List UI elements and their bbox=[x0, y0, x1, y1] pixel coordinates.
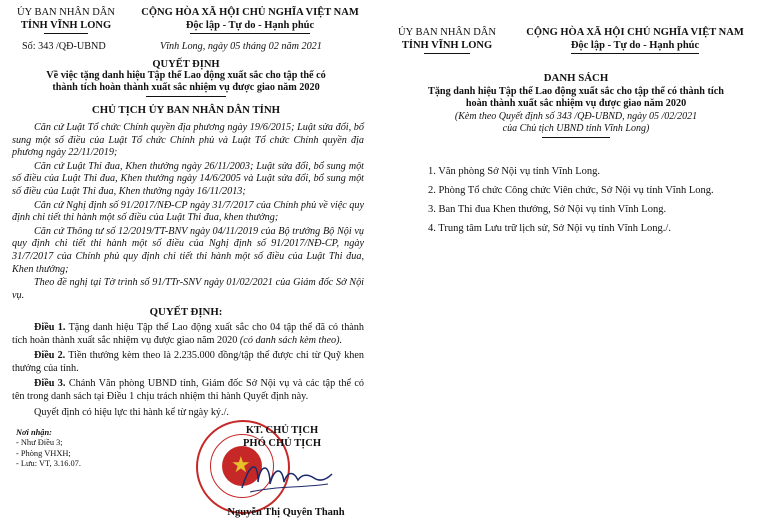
attachment-divider bbox=[542, 137, 610, 138]
list-item: 2. Phòng Tổ chức Công chức Viên chức, Sở Nội vụ tỉnh Vĩnh Long. bbox=[428, 185, 714, 196]
nation-line1: CỘNG HÒA XÃ HỘI CHỦ NGHĨA VIỆT NAM bbox=[526, 27, 744, 38]
motto-divider bbox=[190, 33, 310, 34]
article-2 bbox=[12, 350, 364, 375]
attachment-line2: của Chủ tịch UBND tỉnh Vĩnh Long) bbox=[502, 123, 650, 135]
star-icon: ★ bbox=[231, 452, 251, 477]
list-page bbox=[392, 0, 760, 522]
doc-type: QUYẾT ĐỊNH bbox=[152, 59, 220, 70]
article-3 bbox=[12, 378, 364, 403]
motto: Độc lập - Tự do - Hạnh phúc bbox=[185, 20, 315, 31]
issuer-line2: TỈNH VĨNH LONG bbox=[401, 40, 493, 51]
basis-paragraph: Căn cứ Luật Thi đua, Khen thưởng ngày 26/11/2003; Luật sửa đổi, bổ sung một số điều của Luật Thi đua, Khen thưởng ngày 14/6/2005 và Luật sửa đổi, bổ sung một số điều của Luật Thi đua, Khen thưởng ngày 16/11/2013; bbox=[12, 160, 364, 197]
doc-subject bbox=[0, 70, 372, 95]
basis-paragraph: Theo đề nghị tại Tờ trình số 91/TTr-SNV ngày 01/02/2021 của Giám đốc Sở Nội vụ. bbox=[12, 277, 364, 301]
basis-paragraph: Căn cứ Nghị định số 91/2017/NĐ-CP ngày 31/7/2017 của Chính phủ về việc quy định chi tiết thi hành một số điều của Luật Thi đua, khen thưởng; bbox=[12, 199, 364, 224]
motto-text: Độc lập - Tự do - Hạnh phúc bbox=[571, 39, 699, 54]
articles bbox=[12, 322, 364, 419]
motto bbox=[512, 39, 758, 54]
list-title: DANH SÁCH bbox=[543, 72, 609, 84]
signature-block bbox=[222, 424, 342, 450]
nation-header bbox=[512, 26, 758, 54]
subject-line1: Về việc tặng danh hiệu Tập thể Lao động xuất sắc cho tập thể có bbox=[46, 70, 326, 81]
article-1 bbox=[12, 322, 364, 347]
authority: CHỦ TỊCH ỦY BAN NHÂN DÂN TỈNH bbox=[91, 104, 281, 116]
list-item: 4. Trung tâm Lưu trữ lịch sử, Sở Nội vụ tỉnh Vĩnh Long./. bbox=[428, 223, 671, 234]
article-1-note: (có danh sách kèm theo). bbox=[239, 334, 343, 346]
nation-header bbox=[130, 6, 370, 34]
issuer-line1: ỦY BAN NHÂN DÂN bbox=[398, 27, 496, 38]
legal-basis bbox=[12, 122, 364, 302]
recipients-title: Nơi nhận: bbox=[16, 428, 52, 437]
issuer-divider bbox=[424, 53, 470, 54]
effect-clause: Quyết định có hiệu lực thi hành kể từ ngày ký./. bbox=[34, 406, 229, 418]
recipients bbox=[16, 428, 81, 470]
subject-divider bbox=[146, 96, 226, 97]
article-2-text: Tiền thưởng kèm theo là 2.235.000 đồng/tập thể được chi từ Quỹ khen thưởng của tỉnh. bbox=[12, 350, 364, 374]
place-date: Vĩnh Long, ngày 05 tháng 02 năm 2021 bbox=[160, 41, 322, 52]
unit-list bbox=[428, 165, 758, 235]
recipient-item: - Như Điều 3; bbox=[16, 438, 63, 448]
list-subtitle bbox=[392, 86, 760, 111]
issuer-header bbox=[392, 26, 502, 54]
decision-page bbox=[0, 0, 372, 522]
decision-heading: QUYẾT ĐỊNH: bbox=[149, 306, 223, 318]
article-1-label: Điều 1. bbox=[34, 322, 66, 333]
list-item: 1. Văn phòng Sở Nội vụ tỉnh Vĩnh Long. bbox=[428, 166, 601, 177]
article-3-label: Điều 3. bbox=[34, 378, 66, 390]
issuer-line1: ỦY BAN NHÂN DÂN bbox=[17, 7, 115, 18]
basis-paragraph: Căn cứ Thông tư số 12/2019/TT-BNV ngày 04/11/2019 của Bộ trưởng Bộ Nội vụ quy định chi tiết thi hành một số điều của Nghị định số 91/2017/NĐ-CP, ngày 31/7/2017 của Chính phủ quy định chi tiết thi hành một số điều của Luật Thi đua, Khen thưởng; bbox=[12, 225, 364, 275]
recipient-item: - Phòng VHXH; bbox=[16, 448, 71, 458]
article-3-text: Chánh Văn phòng UBND tỉnh, Giám đốc Sở Nội vụ và các tập thể có tên trong danh sách tại Điều 1 chịu trách nhiệm thi hành Quyết định này. bbox=[12, 378, 365, 402]
list-item: 3. Ban Thi đua Khen thưởng, Sở Nội vụ tỉnh Vĩnh Long. bbox=[428, 204, 667, 215]
issuer-divider bbox=[44, 33, 88, 34]
subtitle-line2: hoàn thành xuất sắc nhiệm vụ được giao năm 2020 bbox=[465, 98, 687, 110]
basis-paragraph: Căn cứ Luật Tổ chức Chính quyền địa phương ngày 19/6/2015; Luật sửa đổi, bổ sung một số điều của Luật Tổ chức Chính phủ và Luật Tổ chức Chính quyền địa phương ngày 22/11/2019; bbox=[12, 122, 364, 159]
article-2-label: Điều 2. bbox=[34, 350, 66, 362]
nation-line1: CỘNG HÒA XÃ HỘI CHỦ NGHĨA VIỆT NAM bbox=[141, 7, 359, 18]
issuer-line2: TỈNH VĨNH LONG bbox=[20, 20, 112, 31]
sign-authority: KT. CHỦ TỊCH bbox=[245, 425, 319, 436]
signer-name: Nguyễn Thị Quyên Thanh bbox=[227, 507, 345, 518]
subtitle-line1: Tặng danh hiệu Tập thể Lao động xuất sắc cho tập thể có thành tích bbox=[428, 86, 724, 97]
handwritten-signature bbox=[236, 452, 336, 500]
article-1-text: Tặng danh hiệu Tập thể Lao động xuất sắc cho 04 tập thể đã có thành tích hoàn thành xuất sắc nhiệm vụ được giao năm 2020 bbox=[12, 322, 364, 346]
attachment-line1: (Kèm theo Quyết định số 343 /QĐ-UBND, ngày 05 /02/2021 bbox=[454, 111, 698, 122]
doc-number: Số: 343 /QĐ-UBND bbox=[22, 41, 106, 52]
recipient-item: - Lưu: VT, 3.16.07. bbox=[16, 459, 81, 469]
issuer-header bbox=[12, 6, 120, 34]
attachment-note bbox=[392, 111, 760, 136]
sign-title: PHÓ CHỦ TỊCH bbox=[243, 438, 321, 449]
subject-line2: thành tích hoàn thành xuất sắc nhiệm vụ được giao năm 2020 bbox=[52, 82, 320, 94]
